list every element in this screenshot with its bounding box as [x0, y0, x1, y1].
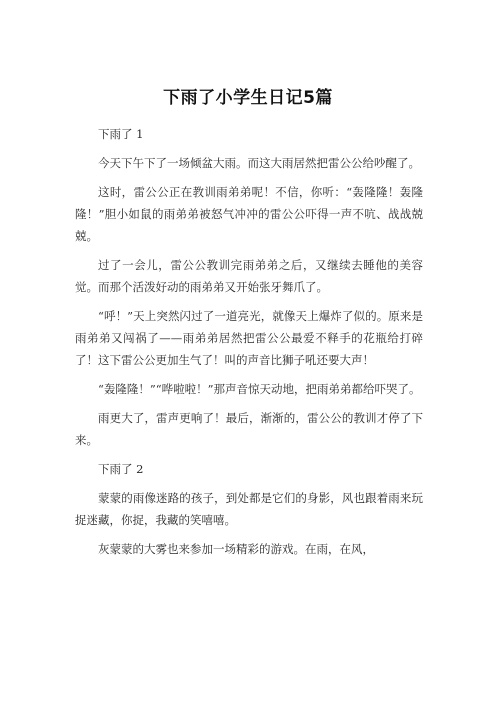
- paragraph: 灰蒙蒙的大雾也来参加一场精彩的游戏。在雨，在风，: [98, 542, 374, 556]
- paragraph: 过了一会儿，雷公公教训完雨弟弟之后，又继续去睡他的美容觉。而那个活泼好动的雨弟弟又开始张牙舞爪了。: [75, 258, 423, 294]
- paragraph: 今天下午下了一场倾盆大雨。而这大雨居然把雷公公给吵醒了。: [98, 156, 420, 170]
- section-heading: 下雨了 1: [98, 127, 144, 141]
- paragraph: 蒙蒙的雨像迷路的孩子，到处都是它们的身影，风也跟着雨来玩捉迷藏，你捉，我藏的笑嘻嘻。: [75, 491, 423, 527]
- document-title: 下雨了小学生日记5篇: [163, 88, 333, 108]
- section-heading: 下雨了 2: [98, 462, 144, 476]
- paragraph: “呼！”天上突然闪过了一道亮光，就像天上爆炸了似的。原来是雨弟弟又闯祸了——雨弟弟居然把雷公公最爱不释手的花瓶给打碎了！这下雷公公更加生气了！叫的声音比狮子吼还要大声！: [75, 309, 423, 367]
- paragraph: 这时，雷公公正在教训雨弟弟呢！不信，你听：“轰隆隆！轰隆隆！”胆小如鼠的雨弟弟被怒气冲冲的雷公公吓得一声不吭、战战兢兢。: [75, 185, 423, 243]
- document-body: [75, 123, 423, 567]
- paragraph: “轰隆隆！”“哗啦啦！”那声音惊天动地，把雨弟弟都给吓哭了。: [98, 382, 421, 396]
- paragraph: 雨更大了，雷声更响了！最后，渐渐的，雷公公的教训才停了下来。: [75, 411, 423, 447]
